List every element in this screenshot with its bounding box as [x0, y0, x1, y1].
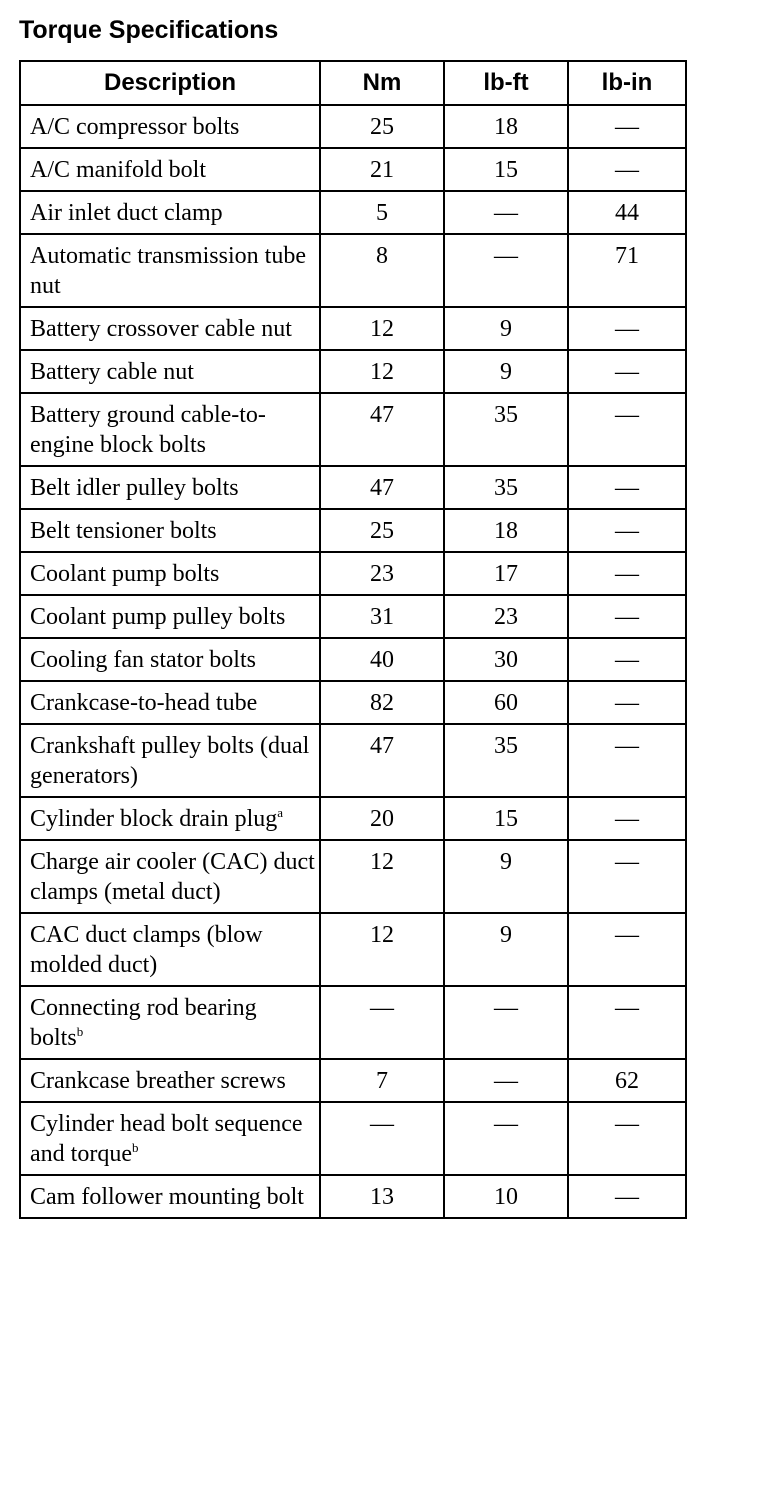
table-row — [20, 1102, 686, 1175]
lbft-cell: — — [444, 191, 568, 234]
table-row — [20, 797, 686, 840]
table-row — [20, 307, 686, 350]
lbft-cell: — — [444, 234, 568, 307]
table-row — [20, 986, 686, 1059]
table-row — [20, 724, 686, 797]
lbft-cell: 17 — [444, 552, 568, 595]
lbin-cell: — — [568, 466, 686, 509]
lbin-cell: — — [568, 393, 686, 466]
header-description: Description — [20, 61, 320, 105]
lbft-cell: 60 — [444, 681, 568, 724]
lbin-cell: — — [568, 797, 686, 840]
description-cell — [20, 595, 320, 638]
description-cell — [20, 148, 320, 191]
table-row — [20, 350, 686, 393]
table-row — [20, 148, 686, 191]
nm-cell: 47 — [320, 393, 444, 466]
lbin-cell: — — [568, 913, 686, 986]
lbin-cell: — — [568, 552, 686, 595]
nm-cell: 82 — [320, 681, 444, 724]
lbft-cell: 35 — [444, 724, 568, 797]
page-title: Torque Specifications — [19, 16, 279, 44]
description-cell — [20, 1059, 320, 1102]
nm-cell: 47 — [320, 724, 444, 797]
header-lbft: lb-ft — [444, 61, 568, 105]
description-cell — [20, 1175, 320, 1218]
table-row — [20, 913, 686, 986]
lbft-cell: — — [444, 1102, 568, 1175]
header-nm: Nm — [320, 61, 444, 105]
lbft-cell: — — [444, 1059, 568, 1102]
lbft-cell: 18 — [444, 509, 568, 552]
nm-cell: 12 — [320, 350, 444, 393]
lbft-cell: 10 — [444, 1175, 568, 1218]
table-body — [20, 105, 686, 1218]
nm-cell: 13 — [320, 1175, 444, 1218]
lbin-cell: 62 — [568, 1059, 686, 1102]
description-text: Coolant pump bolts — [30, 561, 220, 587]
table-row — [20, 1175, 686, 1218]
nm-cell: 25 — [320, 509, 444, 552]
lbin-cell: — — [568, 595, 686, 638]
description-cell — [20, 797, 320, 840]
lbin-cell: 44 — [568, 191, 686, 234]
lbft-cell: 9 — [444, 840, 568, 913]
header-lbin: lb-in — [568, 61, 686, 105]
nm-cell: 12 — [320, 307, 444, 350]
lbft-cell: 9 — [444, 350, 568, 393]
description-text: Air inlet duct clamp — [30, 200, 223, 226]
lbft-cell: 18 — [444, 105, 568, 148]
footnote-marker: b — [131, 1140, 139, 1155]
lbin-cell: — — [568, 840, 686, 913]
description-text: Automatic transmission tube nut — [30, 243, 306, 299]
footnote-marker: a — [277, 805, 284, 820]
footnote-marker: b — [76, 1024, 84, 1039]
nm-cell: 8 — [320, 234, 444, 307]
description-cell — [20, 913, 320, 986]
description-text: Belt tensioner bolts — [30, 518, 217, 544]
description-cell — [20, 681, 320, 724]
description-text: CAC duct clamps (blow molded duct) — [30, 922, 263, 978]
nm-cell: 5 — [320, 191, 444, 234]
table-row — [20, 638, 686, 681]
lbft-cell: 30 — [444, 638, 568, 681]
description-text: Crankcase breather screws — [30, 1068, 286, 1094]
lbin-cell: — — [568, 638, 686, 681]
description-cell — [20, 191, 320, 234]
lbft-cell: — — [444, 986, 568, 1059]
description-cell — [20, 840, 320, 913]
description-text: A/C compressor bolts — [30, 114, 240, 140]
description-cell — [20, 1102, 320, 1175]
description-cell — [20, 393, 320, 466]
description-text: Belt idler pulley bolts — [30, 475, 239, 501]
description-cell — [20, 350, 320, 393]
lbft-cell: 35 — [444, 393, 568, 466]
lbin-cell: — — [568, 681, 686, 724]
table-row — [20, 1059, 686, 1102]
table-row — [20, 393, 686, 466]
description-text: Cylinder head bolt sequence and torque — [30, 1111, 303, 1167]
description-cell — [20, 307, 320, 350]
lbin-cell: — — [568, 350, 686, 393]
description-text: Cylinder block drain plug — [30, 806, 278, 832]
lbin-cell: — — [568, 148, 686, 191]
lbin-cell: — — [568, 509, 686, 552]
description-text: Crankshaft pulley bolts (dual generators) — [30, 733, 310, 789]
nm-cell: 7 — [320, 1059, 444, 1102]
table-row — [20, 105, 686, 148]
nm-cell: 25 — [320, 105, 444, 148]
description-text: Coolant pump pulley bolts — [30, 604, 286, 630]
lbin-cell: 71 — [568, 234, 686, 307]
table-row — [20, 191, 686, 234]
table-row — [20, 466, 686, 509]
description-text: Battery cable nut — [30, 359, 194, 385]
description-cell — [20, 509, 320, 552]
nm-cell: 47 — [320, 466, 444, 509]
table-row — [20, 840, 686, 913]
nm-cell: 40 — [320, 638, 444, 681]
nm-cell: 12 — [320, 913, 444, 986]
lbin-cell: — — [568, 1175, 686, 1218]
lbft-cell: 23 — [444, 595, 568, 638]
description-text: Crankcase-to-head tube — [30, 690, 258, 716]
nm-cell: 23 — [320, 552, 444, 595]
description-cell — [20, 105, 320, 148]
description-text: Cam follower mounting bolt — [30, 1184, 304, 1210]
description-text: Battery ground cable-to-engine block bolts — [30, 402, 266, 458]
table-row — [20, 595, 686, 638]
nm-cell: — — [320, 1102, 444, 1175]
description-text: A/C manifold bolt — [30, 157, 206, 183]
lbin-cell: — — [568, 986, 686, 1059]
header-row — [20, 61, 686, 105]
nm-cell: 31 — [320, 595, 444, 638]
description-cell — [20, 724, 320, 797]
lbft-cell: 9 — [444, 307, 568, 350]
lbin-cell: — — [568, 724, 686, 797]
description-text: Battery crossover cable nut — [30, 316, 292, 342]
lbft-cell: 35 — [444, 466, 568, 509]
lbin-cell: — — [568, 105, 686, 148]
lbft-cell: 9 — [444, 913, 568, 986]
description-cell — [20, 986, 320, 1059]
nm-cell: 12 — [320, 840, 444, 913]
table-header — [20, 61, 686, 105]
description-cell — [20, 638, 320, 681]
nm-cell: — — [320, 986, 444, 1059]
table-row — [20, 681, 686, 724]
torque-specifications-table — [19, 60, 687, 1219]
description-cell — [20, 552, 320, 595]
description-cell — [20, 234, 320, 307]
table-row — [20, 509, 686, 552]
lbft-cell: 15 — [444, 148, 568, 191]
description-cell — [20, 466, 320, 509]
description-text: Cooling fan stator bolts — [30, 647, 256, 673]
table-row — [20, 234, 686, 307]
table-row — [20, 552, 686, 595]
lbin-cell: — — [568, 307, 686, 350]
nm-cell: 20 — [320, 797, 444, 840]
lbin-cell: — — [568, 1102, 686, 1175]
lbft-cell: 15 — [444, 797, 568, 840]
description-text: Connecting rod bearing bolts — [30, 995, 257, 1051]
nm-cell: 21 — [320, 148, 444, 191]
description-text: Charge air cooler (CAC) duct clamps (metal duct) — [30, 849, 315, 905]
